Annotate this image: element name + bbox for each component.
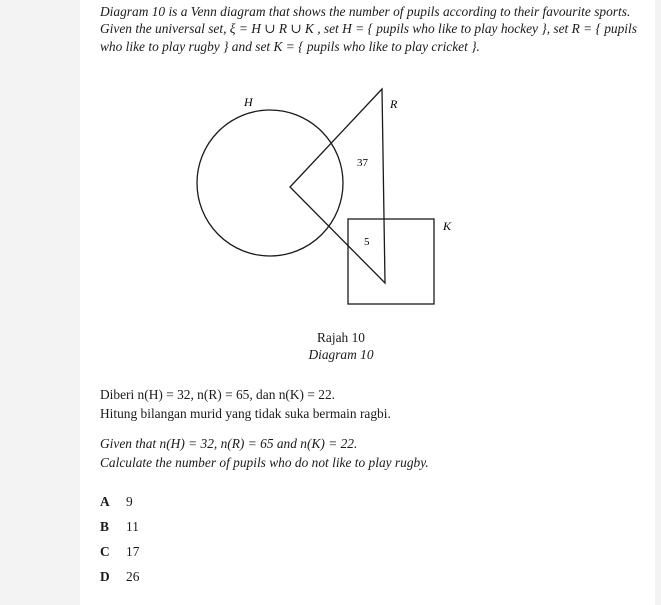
given-malay: Diberi n(H) = 32, n(R) = 65, dan n(K) = 22. — [100, 387, 336, 402]
r-k-value: 5 — [364, 236, 370, 248]
question-page — [80, 0, 655, 605]
set-r-label: R — [390, 97, 398, 111]
option-letter: D — [100, 569, 110, 584]
set-k-square — [348, 219, 434, 304]
ask-english: Calculate the number of pupils who do not like to play rugby. — [100, 455, 429, 470]
option-value: 26 — [126, 569, 140, 584]
set-k-label: K — [443, 219, 452, 233]
set-h-circle — [197, 110, 343, 256]
question-intro: Diagram 10 is a Venn diagram that shows the number of pupils according to their favourite sports. Given the universal set, ξ = H ∪ R ∪ K , set H = { pupils who like to play hockey }, set R = { pupils who like to play rugby } and set K = { pupils who like to play cricket }. — [100, 4, 637, 54]
option-value: 11 — [126, 519, 139, 534]
option-d[interactable] — [100, 569, 139, 585]
option-a[interactable] — [100, 494, 133, 510]
option-letter: B — [100, 519, 109, 534]
option-value: 9 — [126, 494, 133, 509]
caption-english: Diagram 10 — [308, 347, 374, 362]
caption-malay: Rajah 10 — [317, 330, 365, 345]
option-c[interactable] — [100, 544, 139, 560]
ask-malay: Hitung bilangan murid yang tidak suka bermain ragbi. — [100, 406, 391, 421]
option-letter: C — [100, 544, 110, 559]
option-b[interactable] — [100, 519, 139, 535]
given-english: Given that n(H) = 32, n(R) = 65 and n(K) = 22. — [100, 436, 358, 451]
venn-diagram — [80, 0, 655, 605]
r-only-value: 37 — [357, 157, 368, 169]
option-value: 17 — [126, 544, 140, 559]
set-h-label: H — [244, 95, 253, 109]
option-letter: A — [100, 494, 110, 509]
